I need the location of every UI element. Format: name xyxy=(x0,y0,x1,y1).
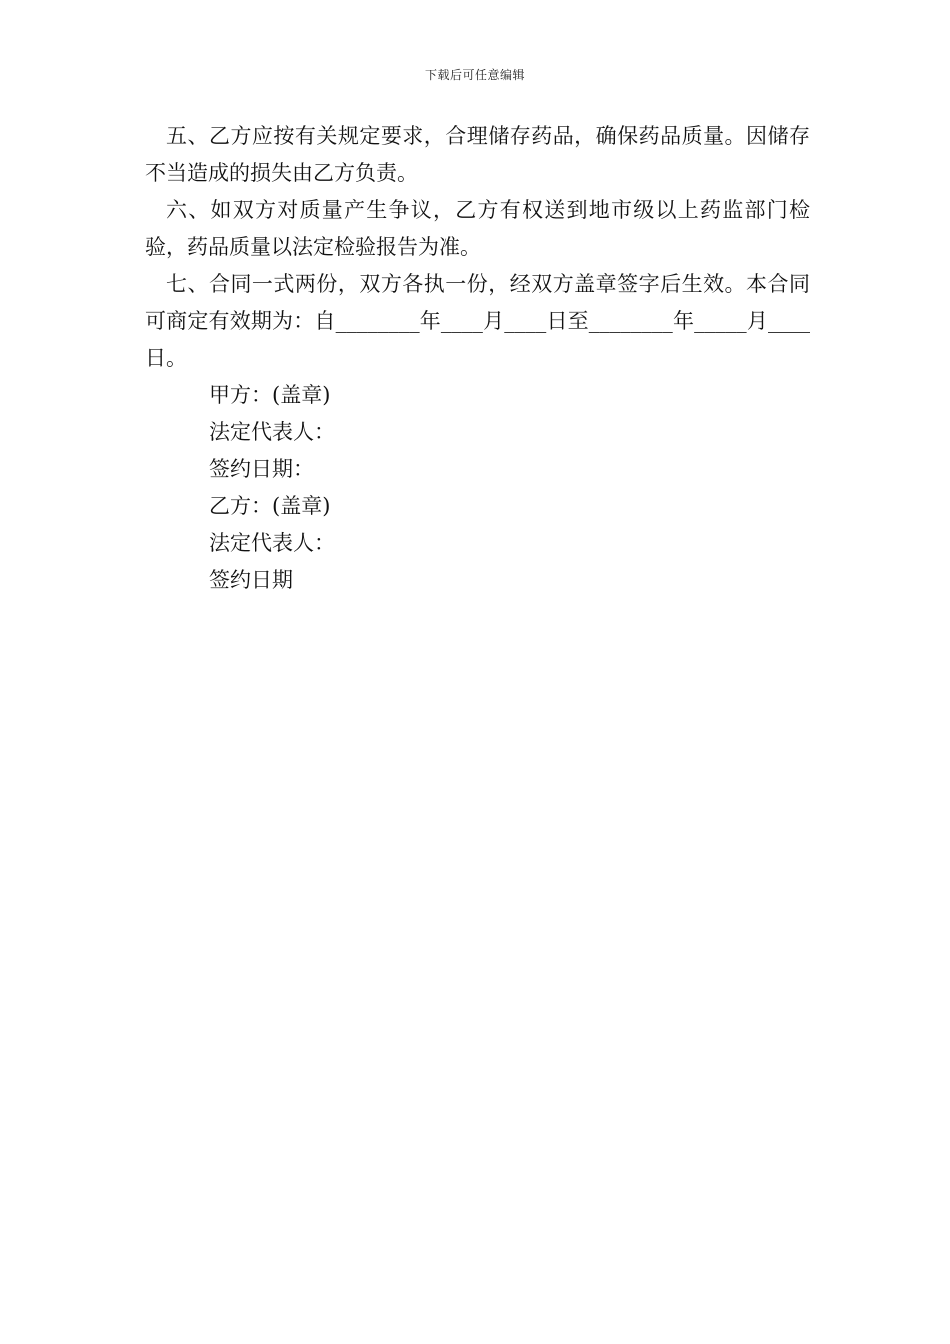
party-b-seal: 乙方：(盖章) xyxy=(209,494,331,518)
party-b-sign-date: 签约日期 xyxy=(209,568,293,592)
party-a-sign-date: 签约日期： xyxy=(209,457,314,481)
clause-5: 五、乙方应按有关规定要求，合理储存药品，确保药品质量。因储存不当造成的损失由乙方负责。 xyxy=(145,124,810,185)
clause-7: 七、合同一式两份，双方各执一份，经双方盖章签字后生效。本合同可商定有效期为：自________年____月____日至________年_____月____日。 xyxy=(145,272,810,370)
document-body xyxy=(145,118,810,599)
party-a-representative: 法定代表人： xyxy=(209,420,335,444)
party-b-representative: 法定代表人： xyxy=(209,531,335,555)
page-header-note: 下载后可任意编辑 xyxy=(424,68,525,82)
signature-block xyxy=(145,377,810,599)
party-a-seal: 甲方：(盖章) xyxy=(209,383,331,407)
clause-6: 六、如双方对质量产生争议，乙方有权送到地市级以上药监部门检验，药品质量以法定检验报告为准。 xyxy=(145,198,810,259)
